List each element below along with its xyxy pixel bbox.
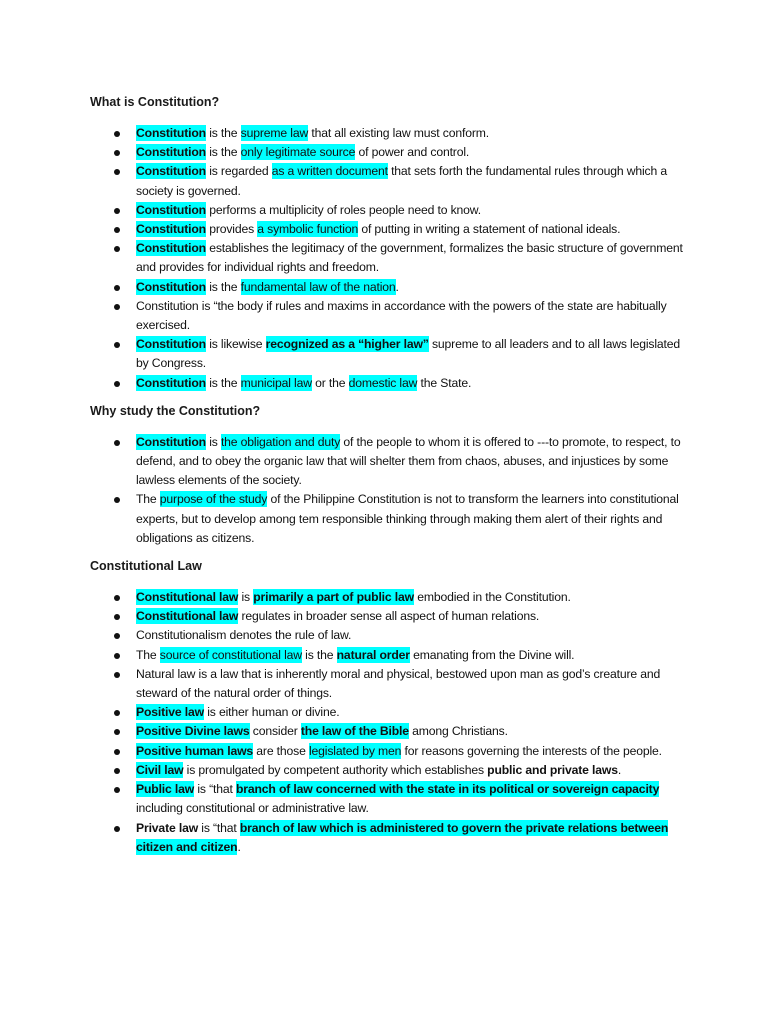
bullet-dot-icon: [114, 595, 120, 601]
list-item: [90, 335, 688, 373]
bullet-dot-icon: [114, 246, 120, 252]
bullet-dot-icon: [114, 614, 120, 620]
bullet-dot-icon: [114, 285, 120, 291]
list-item: [90, 220, 688, 239]
highlighted-text: Constitutional law: [136, 590, 239, 605]
section-heading: Constitutional Law: [90, 559, 202, 574]
item-text: provides: [205, 222, 258, 237]
item-text: is: [205, 434, 221, 449]
highlighted-text: the obligation and duty: [220, 434, 341, 449]
item-text: is either human or divine.: [203, 705, 340, 720]
section-heading: What is Constitution?: [90, 95, 220, 109]
bullet-list: [90, 588, 688, 857]
item-text: The: [136, 647, 160, 662]
highlighted-text: as a written document: [271, 164, 388, 179]
bullet-dot-icon: [114, 672, 120, 678]
highlighted-text: Constitution: [136, 202, 206, 217]
list-item: [90, 124, 688, 143]
bullet-list: [90, 124, 688, 393]
item-text: is the: [205, 126, 241, 140]
item-text: Private law: [136, 820, 199, 835]
item-text: for reasons governing the interests of the people.: [401, 743, 662, 758]
item-text: is: [238, 590, 254, 605]
highlighted-text: Positive law: [136, 705, 204, 720]
item-text: of the people to whom it is offered to ---to promote, to respect, to defend, and to obey the organic law that will shelter them from chaos, abuses, and injustices by some lawless elements of the society.: [136, 434, 681, 488]
list-item: [90, 665, 688, 703]
item-text: is the: [301, 647, 337, 662]
section: [90, 403, 688, 548]
highlighted-text: legislated by men: [308, 743, 402, 758]
item-text: consider: [249, 724, 301, 739]
bullet-dot-icon: [114, 768, 120, 774]
highlighted-text: Public law: [136, 782, 195, 797]
bullet-dot-icon: [114, 150, 120, 156]
highlighted-text: Constitution: [136, 434, 206, 449]
highlighted-text: branch of law which is administered to govern the private relations between citizen and citizen: [136, 820, 669, 854]
item-text: emanating from the Divine will.: [409, 647, 575, 662]
bullet-list: [90, 433, 688, 548]
list-item: [90, 626, 688, 645]
bullet-dot-icon: [114, 653, 120, 659]
item-text: performs a multiplicity of roles people need to know.: [205, 202, 482, 217]
item-text: is promulgated by competent authority which establishes: [183, 762, 488, 777]
section: [90, 558, 688, 857]
item-text: of the Philippine Constitution is not to transform the learners into constitutional experts, but to develop among tem responsible thinking through making them alert of their rights and obligations as citizens.: [136, 492, 679, 545]
highlighted-text: a symbolic function: [257, 222, 359, 237]
item-text: are those: [253, 743, 309, 758]
highlighted-text: Civil law: [136, 762, 184, 777]
bullet-dot-icon: [114, 208, 120, 214]
list-item: [90, 201, 688, 220]
highlighted-text: natural order: [336, 647, 410, 662]
list-item: [90, 761, 688, 780]
highlighted-text: Constitution: [136, 145, 206, 160]
highlighted-text: Constitution: [136, 126, 206, 140]
highlighted-text: recognized as a “higher law”: [265, 337, 429, 352]
bullet-dot-icon: [114, 440, 120, 446]
item-text: Constitution is “the body if rules and maxims in accordance with the powers of the state are habitually exercised.: [136, 298, 667, 333]
list-item: [90, 433, 688, 491]
item-text: supreme to all leaders and to all laws legislated by Congress.: [136, 337, 681, 371]
highlighted-text: primarily a part of public law: [253, 590, 414, 605]
item-text: The: [136, 492, 160, 507]
highlighted-text: only legitimate source: [240, 145, 356, 160]
list-item: [90, 703, 688, 722]
highlighted-text: Constitution: [136, 279, 206, 294]
list-item: [90, 742, 688, 761]
item-text: is regarded: [205, 164, 272, 179]
highlighted-text: Constitution: [136, 337, 206, 352]
item-text: establishes the legitimacy of the government, formalizes the basic structure of government and provides for individual rights and freedom.: [136, 241, 683, 275]
item-text: is “that: [198, 820, 240, 835]
bullet-dot-icon: [114, 710, 120, 716]
highlighted-text: purpose of the study: [159, 492, 268, 507]
bullet-dot-icon: [114, 729, 120, 735]
item-text: or the: [311, 375, 349, 390]
item-text: of power and control.: [355, 145, 470, 160]
item-text: is the: [205, 145, 241, 160]
list-item: [90, 819, 688, 857]
list-item: [90, 646, 688, 665]
item-text: among Christians.: [408, 724, 508, 739]
highlighted-text: Constitution: [136, 164, 206, 179]
bullet-dot-icon: [114, 342, 120, 348]
list-item: [90, 780, 688, 818]
item-text: public and private laws: [487, 762, 618, 777]
item-text: is “that: [194, 782, 236, 797]
bullet-dot-icon: [114, 227, 120, 233]
item-text: regulates in broader sense all aspect of human relations.: [238, 609, 540, 624]
item-text: .: [237, 839, 241, 854]
list-item: [90, 143, 688, 162]
section: [90, 94, 688, 393]
list-item: [90, 162, 688, 200]
highlighted-text: supreme law: [240, 126, 309, 140]
bullet-dot-icon: [114, 633, 120, 639]
list-item: [90, 297, 688, 335]
highlighted-text: Constitution: [136, 375, 206, 390]
bullet-dot-icon: [114, 749, 120, 755]
list-item: [90, 607, 688, 626]
item-text: Natural law is a law that is inherently moral and physical, bestowed upon man as god’s creature and steward of the natural order of things.: [136, 666, 661, 701]
highlighted-text: Constitutional law: [136, 609, 239, 624]
highlighted-text: Constitution: [136, 241, 206, 256]
highlighted-text: Positive human laws: [136, 743, 254, 758]
bullet-dot-icon: [114, 787, 120, 793]
bullet-dot-icon: [114, 381, 120, 387]
bullet-dot-icon: [114, 497, 120, 503]
highlighted-text: municipal law: [240, 375, 312, 390]
bullet-dot-icon: [114, 131, 120, 137]
bullet-dot-icon: [114, 826, 120, 832]
highlighted-text: domestic law: [348, 375, 418, 390]
list-item: [90, 239, 688, 277]
item-text: is the: [205, 279, 241, 294]
item-text: of putting in writing a statement of national ideals.: [358, 222, 621, 237]
bullet-dot-icon: [114, 169, 120, 175]
bullet-dot-icon: [114, 304, 120, 310]
item-text: is likewise: [205, 337, 266, 352]
list-item: [90, 278, 688, 297]
list-item: [90, 490, 688, 548]
item-text: .: [617, 762, 622, 777]
item-text: is the: [205, 375, 241, 390]
highlighted-text: Constitution: [136, 222, 206, 237]
highlighted-text: fundamental law of the nation: [240, 279, 396, 294]
section-heading: Why study the Constitution?: [90, 403, 261, 418]
item-text: that sets forth the fundamental rules through which a society is governed.: [136, 164, 667, 198]
highlighted-text: source of constitutional law: [159, 647, 302, 662]
highlighted-text: the law of the Bible: [300, 724, 409, 739]
item-text: embodied in the Constitution.: [413, 590, 571, 605]
item-text: the State.: [417, 375, 472, 390]
list-item: [90, 588, 688, 607]
item-text: including constitutional or administrative law.: [136, 801, 369, 816]
item-text: Constitutionalism denotes the rule of law.: [136, 628, 352, 643]
highlighted-text: branch of law concerned with the state in its political or sovereign capacity: [235, 782, 660, 797]
list-item: [90, 722, 688, 741]
highlighted-text: Positive Divine laws: [136, 724, 250, 739]
list-item: [90, 374, 688, 393]
item-text: .: [395, 279, 399, 294]
item-text: that all existing law must conform.: [308, 126, 489, 140]
